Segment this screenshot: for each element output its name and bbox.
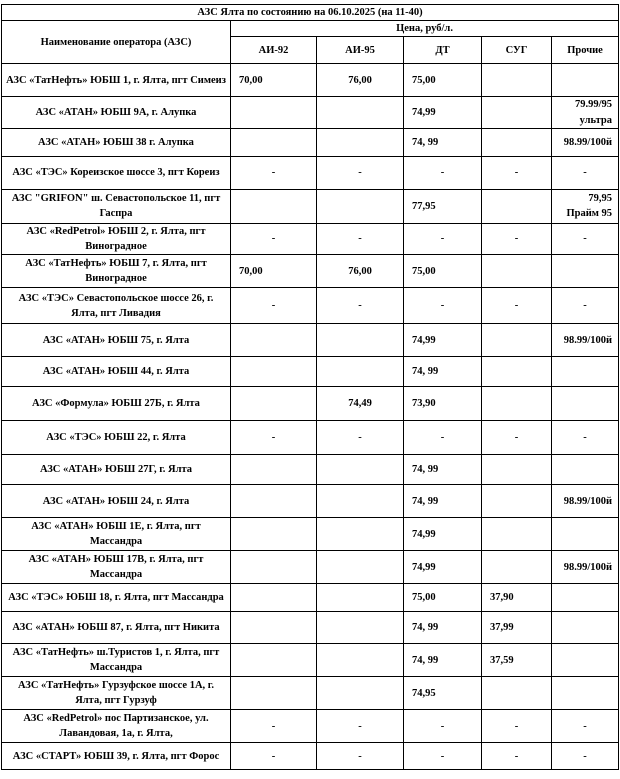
price-sug: [482, 64, 552, 97]
price-other: 98.99/100й: [552, 324, 619, 357]
price-ai95: 74,49: [317, 387, 404, 421]
price-dt: 77,95: [404, 189, 482, 223]
operator-name: АЗС «АТАН» ЮБШ 9А, г. Алупка: [2, 97, 231, 128]
operator-name: АЗС «RedPetrol» ЮБШ 2, г. Ялта, пгт Виноградное: [2, 223, 231, 254]
operator-name: АЗС «АТАН» ЮБШ 38 г. Алупка: [2, 128, 231, 156]
price-other: -: [552, 421, 619, 455]
price-other: -: [552, 743, 619, 770]
price-group-header: Цена, руб/л.: [231, 21, 619, 37]
price-other: -: [552, 288, 619, 324]
operator-name: АЗС «RedPetrol» пос Партизанское, ул. Лавандовая, 1а, г. Ялта,: [2, 710, 231, 743]
price-ai95: [317, 455, 404, 485]
price-dt: -: [404, 710, 482, 743]
price-dt: 74, 99: [404, 455, 482, 485]
price-dt: 75,00: [404, 584, 482, 612]
price-dt: -: [404, 288, 482, 324]
price-ai95: [317, 518, 404, 551]
price-sug: [482, 357, 552, 387]
price-ai95: -: [317, 710, 404, 743]
table-row: [2, 97, 619, 128]
price-other: -: [552, 710, 619, 743]
header-row-group: [2, 21, 619, 37]
price-sug: -: [482, 743, 552, 770]
operator-name: АЗС «Формула» ЮБШ 27Б, г. Ялта: [2, 387, 231, 421]
operator-name: АЗС «АТАН» ЮБШ 1Е, г. Ялта, пгт Массандра: [2, 518, 231, 551]
price-ai95: [317, 97, 404, 128]
price-other: [552, 677, 619, 710]
price-sug: [482, 485, 552, 518]
fuel-header-other: Прочие: [552, 37, 619, 64]
price-dt: 73,90: [404, 387, 482, 421]
price-sug: -: [482, 421, 552, 455]
table-row: [2, 223, 619, 254]
table-row: [2, 612, 619, 644]
price-ai92: [231, 324, 317, 357]
price-ai92: [231, 455, 317, 485]
price-dt: 74,95: [404, 677, 482, 710]
price-sug: [482, 97, 552, 128]
price-ai95: [317, 324, 404, 357]
price-other: [552, 255, 619, 288]
table-row: [2, 288, 619, 324]
price-sug: 37,59: [482, 644, 552, 677]
price-other: [552, 584, 619, 612]
fuel-price-table: [1, 4, 619, 770]
price-sug: -: [482, 288, 552, 324]
operator-name: АЗС «ТЭС» Севастопольское шоссе 26, г. Ялта, пгт Ливадия: [2, 288, 231, 324]
table-row: [2, 677, 619, 710]
price-other: [552, 64, 619, 97]
price-dt: 74, 99: [404, 485, 482, 518]
price-sug: [482, 128, 552, 156]
operator-name: АЗС «АТАН» ЮБШ 24, г. Ялта: [2, 485, 231, 518]
table-row: [2, 710, 619, 743]
price-sug: [482, 255, 552, 288]
table-title: АЗС Ялта по состоянию на 06.10.2025 (на 11-40): [2, 5, 619, 21]
price-ai95: -: [317, 156, 404, 189]
price-ai92: [231, 189, 317, 223]
operator-name: АЗС «АТАН» ЮБШ 27Г, г. Ялта: [2, 455, 231, 485]
operator-name: АЗС «ТЭС» Кореизское шоссе 3, пгт Кореиз: [2, 156, 231, 189]
table-body: [2, 64, 619, 770]
table-row: [2, 324, 619, 357]
price-ai92: -: [231, 710, 317, 743]
table-row: [2, 485, 619, 518]
operator-name: АЗС «АТАН» ЮБШ 87, г. Ялта, пгт Никита: [2, 612, 231, 644]
price-ai92: [231, 518, 317, 551]
price-ai95: [317, 357, 404, 387]
price-other: [552, 357, 619, 387]
operator-name: АЗС «ТЭС» ЮБШ 22, г. Ялта: [2, 421, 231, 455]
operator-name: АЗС «СТАРТ» ЮБШ 39, г. Ялта, пгт Форос: [2, 743, 231, 770]
operator-column-header: Наименование оператора (АЗС): [2, 21, 231, 64]
price-ai95: [317, 485, 404, 518]
price-ai95: -: [317, 288, 404, 324]
table-row: [2, 128, 619, 156]
operator-name: АЗС «ТатНефть» ЮБШ 1, г. Ялта, пгт Симеиз: [2, 64, 231, 97]
operator-name: АЗС «ТатНефть» ЮБШ 7, г. Ялта, пгт Виноградное: [2, 255, 231, 288]
table-row: [2, 743, 619, 770]
price-dt: 74,99: [404, 97, 482, 128]
table-row: [2, 357, 619, 387]
price-ai95: [317, 584, 404, 612]
price-other: -: [552, 223, 619, 254]
table-row: [2, 64, 619, 97]
operator-name: АЗС «АТАН» ЮБШ 44, г. Ялта: [2, 357, 231, 387]
price-dt: -: [404, 156, 482, 189]
operator-name: АЗС «ТатНефть» ш.Туристов 1, г. Ялта, пгт Массандра: [2, 644, 231, 677]
table-row: [2, 189, 619, 223]
price-sug: 37,90: [482, 584, 552, 612]
price-ai92: 70,00: [231, 64, 317, 97]
fuel-header-ai95: АИ-95: [317, 37, 404, 64]
price-ai95: [317, 644, 404, 677]
operator-name: АЗС «ТЭС» ЮБШ 18, г. Ялта, пгт Массандра: [2, 584, 231, 612]
title-row: [2, 5, 619, 21]
price-dt: 74, 99: [404, 128, 482, 156]
price-ai92: [231, 551, 317, 584]
price-sug: -: [482, 710, 552, 743]
price-sug: 37,99: [482, 612, 552, 644]
table-row: [2, 387, 619, 421]
price-sug: [482, 677, 552, 710]
price-ai92: [231, 387, 317, 421]
fuel-header-dt: ДТ: [404, 37, 482, 64]
price-ai95: -: [317, 421, 404, 455]
price-ai95: 76,00: [317, 255, 404, 288]
price-sug: [482, 189, 552, 223]
table-row: [2, 255, 619, 288]
price-ai92: [231, 644, 317, 677]
price-sug: -: [482, 156, 552, 189]
price-ai95: [317, 677, 404, 710]
price-ai95: -: [317, 223, 404, 254]
price-other: 79,95 Прайм 95: [552, 189, 619, 223]
price-dt: 75,00: [404, 64, 482, 97]
price-dt: 74, 99: [404, 612, 482, 644]
price-dt: -: [404, 743, 482, 770]
price-sug: -: [482, 223, 552, 254]
price-ai92: [231, 612, 317, 644]
price-ai95: [317, 612, 404, 644]
price-other: [552, 455, 619, 485]
price-dt: 74,99: [404, 518, 482, 551]
price-ai95: [317, 189, 404, 223]
price-dt: -: [404, 223, 482, 254]
table-row: [2, 421, 619, 455]
price-ai92: -: [231, 421, 317, 455]
price-dt: 74,99: [404, 324, 482, 357]
price-dt: 74,99: [404, 551, 482, 584]
price-other: 98.99/100й: [552, 551, 619, 584]
table-row: [2, 455, 619, 485]
price-sug: [482, 518, 552, 551]
price-ai92: -: [231, 288, 317, 324]
price-other: 79.99/95 ультра: [552, 97, 619, 128]
fuel-header-ai92: АИ-92: [231, 37, 317, 64]
price-other: [552, 644, 619, 677]
price-ai92: [231, 485, 317, 518]
price-ai92: [231, 128, 317, 156]
price-sug: [482, 387, 552, 421]
price-ai92: 70,00: [231, 255, 317, 288]
price-ai92: -: [231, 156, 317, 189]
table-row: [2, 644, 619, 677]
price-sug: [482, 455, 552, 485]
price-ai95: -: [317, 743, 404, 770]
price-other: -: [552, 156, 619, 189]
price-other: 98.99/100й: [552, 128, 619, 156]
price-ai92: [231, 97, 317, 128]
price-dt: 75,00: [404, 255, 482, 288]
price-ai92: [231, 357, 317, 387]
operator-name: АЗС "GRIFON" ш. Севастопольское 11, пгт Гаспра: [2, 189, 231, 223]
price-ai95: 76,00: [317, 64, 404, 97]
price-other: [552, 518, 619, 551]
price-other: [552, 387, 619, 421]
price-other: [552, 612, 619, 644]
price-dt: 74, 99: [404, 357, 482, 387]
price-ai95: [317, 128, 404, 156]
table-row: [2, 584, 619, 612]
table-row: [2, 518, 619, 551]
price-ai92: -: [231, 743, 317, 770]
price-ai95: [317, 551, 404, 584]
operator-name: АЗС «АТАН» ЮБШ 17В, г. Ялта, пгт Массандра: [2, 551, 231, 584]
price-dt: 74, 99: [404, 644, 482, 677]
table-row: [2, 551, 619, 584]
table-row: [2, 156, 619, 189]
operator-name: АЗС «АТАН» ЮБШ 75, г. Ялта: [2, 324, 231, 357]
fuel-header-sug: СУГ: [482, 37, 552, 64]
price-ai92: -: [231, 223, 317, 254]
price-dt: -: [404, 421, 482, 455]
price-sug: [482, 324, 552, 357]
price-other: 98.99/100й: [552, 485, 619, 518]
price-ai92: [231, 584, 317, 612]
price-ai92: [231, 677, 317, 710]
price-sug: [482, 551, 552, 584]
operator-name: АЗС «ТатНефть» Гурзуфское шоссе 1А, г. Ялта, пгт Гурзуф: [2, 677, 231, 710]
